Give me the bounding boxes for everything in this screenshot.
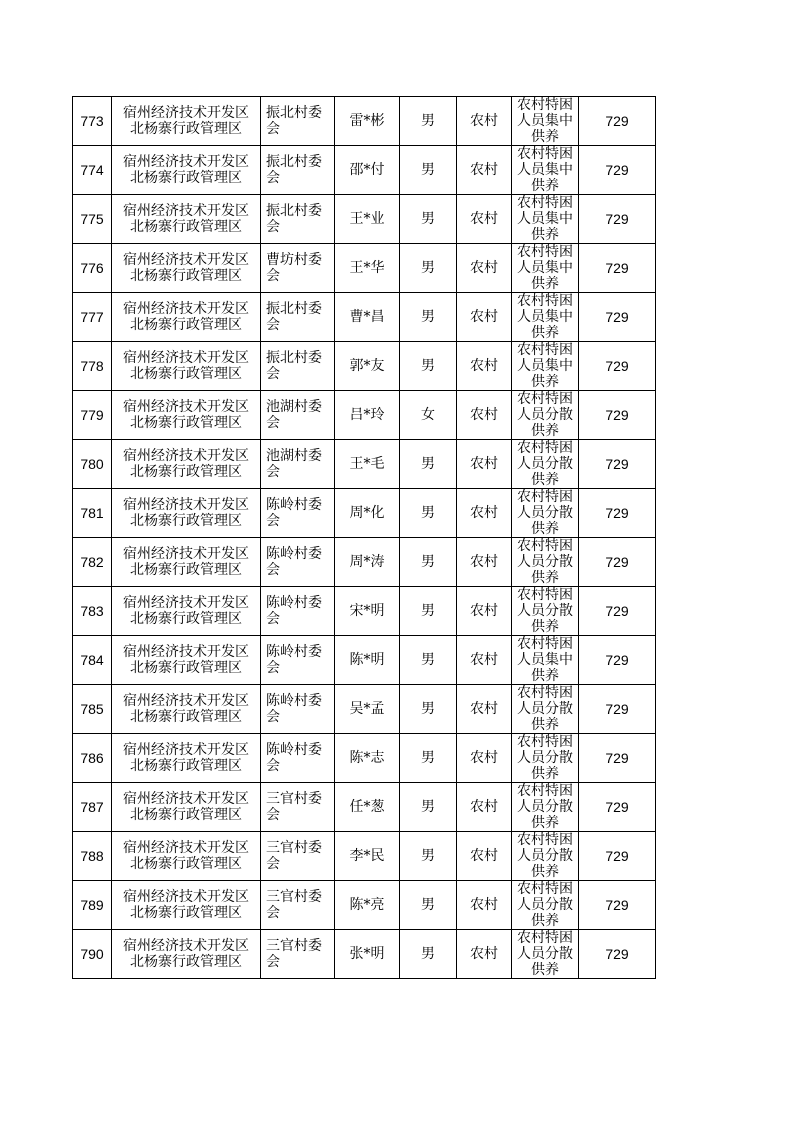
area-line-2: 北杨寨行政管理区: [130, 660, 242, 676]
category-cell: [512, 734, 579, 783]
residence-type-cell: 农村: [457, 489, 512, 538]
village-cell: [261, 685, 335, 734]
category-line-2: 人员分散: [517, 407, 573, 423]
village-cell: [261, 195, 335, 244]
category-cell: [512, 783, 579, 832]
category-line-3: 供养: [531, 325, 559, 341]
category-line-1: 农村特困: [517, 538, 573, 554]
table-row: [73, 489, 656, 538]
village-line-2: 会: [266, 415, 280, 431]
village-line-2: 会: [266, 366, 280, 382]
table-row: [73, 930, 656, 979]
category-line-1: 农村特困: [517, 342, 573, 358]
category-cell: [512, 97, 579, 146]
category-line-1: 农村特困: [517, 146, 573, 162]
name-cell: 雷*彬: [335, 97, 400, 146]
gender-cell: 男: [400, 489, 457, 538]
village-cell: [261, 342, 335, 391]
category-line-2: 人员集中: [517, 309, 573, 325]
village-line-2: 会: [266, 513, 280, 529]
area-line-2: 北杨寨行政管理区: [130, 464, 242, 480]
name-cell: 周*涛: [335, 538, 400, 587]
village-line-1: 陈岭村委: [266, 644, 322, 660]
village-cell: [261, 734, 335, 783]
village-cell: [261, 293, 335, 342]
category-line-2: 人员分散: [517, 897, 573, 913]
area-line-2: 北杨寨行政管理区: [130, 709, 242, 725]
village-cell: [261, 391, 335, 440]
category-cell: [512, 342, 579, 391]
row-number: 786: [73, 734, 112, 783]
category-line-1: 农村特困: [517, 832, 573, 848]
gender-cell: 男: [400, 146, 457, 195]
gender-cell: 女: [400, 391, 457, 440]
village-line-2: 会: [266, 121, 280, 137]
village-line-2: 会: [266, 905, 280, 921]
area-cell: [112, 734, 261, 783]
gender-cell: 男: [400, 195, 457, 244]
row-number: 782: [73, 538, 112, 587]
village-line-2: 会: [266, 562, 280, 578]
village-cell: [261, 587, 335, 636]
category-line-1: 农村特困: [517, 783, 573, 799]
row-number: 780: [73, 440, 112, 489]
gender-cell: 男: [400, 930, 457, 979]
residence-type-cell: 农村: [457, 636, 512, 685]
area-line-2: 北杨寨行政管理区: [130, 611, 242, 627]
area-cell: [112, 146, 261, 195]
village-line-2: 会: [266, 170, 280, 186]
village-cell: [261, 783, 335, 832]
village-cell: [261, 832, 335, 881]
village-line-1: 陈岭村委: [266, 693, 322, 709]
category-line-3: 供养: [531, 668, 559, 684]
village-line-1: 三官村委: [266, 791, 322, 807]
gender-cell: 男: [400, 293, 457, 342]
area-line-1: 宿州经济技术开发区: [123, 742, 249, 758]
village-cell: [261, 97, 335, 146]
row-number: 775: [73, 195, 112, 244]
amount-cell: 729: [579, 783, 656, 832]
area-line-1: 宿州经济技术开发区: [123, 644, 249, 660]
area-cell: [112, 783, 261, 832]
name-cell: 李*民: [335, 832, 400, 881]
category-line-1: 农村特困: [517, 97, 573, 113]
residence-type-cell: 农村: [457, 685, 512, 734]
category-line-1: 农村特困: [517, 489, 573, 505]
area-line-2: 北杨寨行政管理区: [130, 562, 242, 578]
gender-cell: 男: [400, 97, 457, 146]
gender-cell: 男: [400, 881, 457, 930]
row-number: 779: [73, 391, 112, 440]
area-line-2: 北杨寨行政管理区: [130, 954, 242, 970]
area-line-1: 宿州经济技术开发区: [123, 350, 249, 366]
category-line-3: 供养: [531, 276, 559, 292]
area-cell: [112, 97, 261, 146]
village-line-2: 会: [266, 954, 280, 970]
gender-cell: 男: [400, 832, 457, 881]
gender-cell: 男: [400, 342, 457, 391]
gender-cell: 男: [400, 734, 457, 783]
village-cell: [261, 930, 335, 979]
category-line-3: 供养: [531, 472, 559, 488]
gender-cell: 男: [400, 538, 457, 587]
name-cell: 陈*明: [335, 636, 400, 685]
area-line-1: 宿州经济技术开发区: [123, 252, 249, 268]
village-line-2: 会: [266, 660, 280, 676]
table-row: [73, 440, 656, 489]
village-line-1: 池湖村委: [266, 399, 322, 415]
name-cell: 王*毛: [335, 440, 400, 489]
area-cell: [112, 538, 261, 587]
roster-table: [72, 96, 656, 979]
residence-type-cell: 农村: [457, 930, 512, 979]
residence-type-cell: 农村: [457, 587, 512, 636]
amount-cell: 729: [579, 832, 656, 881]
category-line-3: 供养: [531, 619, 559, 635]
row-number: 787: [73, 783, 112, 832]
category-line-1: 农村特困: [517, 587, 573, 603]
category-line-2: 人员集中: [517, 652, 573, 668]
table-row: [73, 195, 656, 244]
category-cell: [512, 146, 579, 195]
area-cell: [112, 440, 261, 489]
amount-cell: 729: [579, 146, 656, 195]
village-line-1: 陈岭村委: [266, 497, 322, 513]
village-line-1: 振北村委: [266, 301, 322, 317]
amount-cell: 729: [579, 293, 656, 342]
village-line-1: 陈岭村委: [266, 595, 322, 611]
area-line-1: 宿州经济技术开发区: [123, 595, 249, 611]
category-line-1: 农村特困: [517, 734, 573, 750]
area-cell: [112, 832, 261, 881]
area-line-2: 北杨寨行政管理区: [130, 268, 242, 284]
area-line-2: 北杨寨行政管理区: [130, 366, 242, 382]
area-line-2: 北杨寨行政管理区: [130, 317, 242, 333]
residence-type-cell: 农村: [457, 440, 512, 489]
name-cell: 任*葱: [335, 783, 400, 832]
row-number: 790: [73, 930, 112, 979]
category-line-3: 供养: [531, 227, 559, 243]
area-line-1: 宿州经济技术开发区: [123, 497, 249, 513]
name-cell: 王*业: [335, 195, 400, 244]
category-line-2: 人员分散: [517, 701, 573, 717]
name-cell: 王*华: [335, 244, 400, 293]
area-cell: [112, 636, 261, 685]
area-line-1: 宿州经济技术开发区: [123, 105, 249, 121]
name-cell: 陈*亮: [335, 881, 400, 930]
category-line-2: 人员分散: [517, 603, 573, 619]
category-line-1: 农村特困: [517, 685, 573, 701]
category-line-2: 人员分散: [517, 505, 573, 521]
area-line-1: 宿州经济技术开发区: [123, 154, 249, 170]
area-line-1: 宿州经济技术开发区: [123, 938, 249, 954]
category-line-1: 农村特困: [517, 881, 573, 897]
category-line-3: 供养: [531, 815, 559, 831]
area-line-1: 宿州经济技术开发区: [123, 840, 249, 856]
row-number: 788: [73, 832, 112, 881]
category-cell: [512, 293, 579, 342]
residence-type-cell: 农村: [457, 195, 512, 244]
table-row: [73, 587, 656, 636]
area-cell: [112, 489, 261, 538]
village-line-1: 三官村委: [266, 938, 322, 954]
table-row: [73, 832, 656, 881]
category-line-2: 人员分散: [517, 456, 573, 472]
village-line-1: 陈岭村委: [266, 742, 322, 758]
category-line-2: 人员集中: [517, 358, 573, 374]
category-cell: [512, 832, 579, 881]
area-line-1: 宿州经济技术开发区: [123, 399, 249, 415]
row-number: 777: [73, 293, 112, 342]
category-line-1: 农村特困: [517, 195, 573, 211]
amount-cell: 729: [579, 342, 656, 391]
area-line-1: 宿州经济技术开发区: [123, 448, 249, 464]
amount-cell: 729: [579, 244, 656, 293]
name-cell: 曹*昌: [335, 293, 400, 342]
area-cell: [112, 930, 261, 979]
category-cell: [512, 881, 579, 930]
residence-type-cell: 农村: [457, 293, 512, 342]
village-cell: [261, 881, 335, 930]
area-cell: [112, 195, 261, 244]
category-line-3: 供养: [531, 129, 559, 145]
amount-cell: 729: [579, 734, 656, 783]
village-line-1: 曹坊村委: [266, 252, 322, 268]
amount-cell: 729: [579, 930, 656, 979]
area-line-2: 北杨寨行政管理区: [130, 513, 242, 529]
amount-cell: 729: [579, 440, 656, 489]
row-number: 784: [73, 636, 112, 685]
residence-type-cell: 农村: [457, 146, 512, 195]
category-cell: [512, 538, 579, 587]
name-cell: 周*化: [335, 489, 400, 538]
table-row: [73, 146, 656, 195]
amount-cell: 729: [579, 685, 656, 734]
residence-type-cell: 农村: [457, 783, 512, 832]
area-cell: [112, 293, 261, 342]
category-line-1: 农村特困: [517, 391, 573, 407]
table-row: [73, 636, 656, 685]
village-line-1: 振北村委: [266, 350, 322, 366]
residence-type-cell: 农村: [457, 342, 512, 391]
amount-cell: 729: [579, 636, 656, 685]
category-line-1: 农村特困: [517, 440, 573, 456]
area-line-2: 北杨寨行政管理区: [130, 905, 242, 921]
name-cell: 吕*玲: [335, 391, 400, 440]
category-line-2: 人员集中: [517, 162, 573, 178]
area-line-2: 北杨寨行政管理区: [130, 758, 242, 774]
village-cell: [261, 146, 335, 195]
area-line-1: 宿州经济技术开发区: [123, 546, 249, 562]
table-row: [73, 97, 656, 146]
category-cell: [512, 930, 579, 979]
amount-cell: 729: [579, 489, 656, 538]
village-cell: [261, 244, 335, 293]
category-cell: [512, 685, 579, 734]
village-cell: [261, 489, 335, 538]
name-cell: 郭*友: [335, 342, 400, 391]
gender-cell: 男: [400, 636, 457, 685]
residence-type-cell: 农村: [457, 832, 512, 881]
row-number: 778: [73, 342, 112, 391]
village-line-2: 会: [266, 219, 280, 235]
village-line-1: 振北村委: [266, 105, 322, 121]
name-cell: 吴*孟: [335, 685, 400, 734]
row-number: 781: [73, 489, 112, 538]
category-line-3: 供养: [531, 178, 559, 194]
row-number: 776: [73, 244, 112, 293]
category-cell: [512, 244, 579, 293]
table-row: [73, 881, 656, 930]
table-row: [73, 293, 656, 342]
village-line-2: 会: [266, 758, 280, 774]
village-cell: [261, 440, 335, 489]
area-line-1: 宿州经济技术开发区: [123, 889, 249, 905]
row-number: 774: [73, 146, 112, 195]
category-line-3: 供养: [531, 570, 559, 586]
category-line-1: 农村特困: [517, 930, 573, 946]
village-line-1: 三官村委: [266, 840, 322, 856]
village-cell: [261, 636, 335, 685]
category-line-3: 供养: [531, 962, 559, 978]
row-number: 773: [73, 97, 112, 146]
category-line-2: 人员集中: [517, 211, 573, 227]
area-cell: [112, 391, 261, 440]
category-line-2: 人员分散: [517, 750, 573, 766]
table-row: [73, 538, 656, 587]
category-line-1: 农村特困: [517, 293, 573, 309]
area-cell: [112, 685, 261, 734]
residence-type-cell: 农村: [457, 244, 512, 293]
gender-cell: 男: [400, 685, 457, 734]
area-line-1: 宿州经济技术开发区: [123, 203, 249, 219]
amount-cell: 729: [579, 391, 656, 440]
area-line-2: 北杨寨行政管理区: [130, 807, 242, 823]
category-line-2: 人员分散: [517, 848, 573, 864]
area-cell: [112, 342, 261, 391]
area-line-1: 宿州经济技术开发区: [123, 301, 249, 317]
roster-body: [73, 97, 656, 979]
category-line-3: 供养: [531, 423, 559, 439]
village-line-2: 会: [266, 856, 280, 872]
category-cell: [512, 440, 579, 489]
village-line-1: 池湖村委: [266, 448, 322, 464]
residence-type-cell: 农村: [457, 881, 512, 930]
category-line-2: 人员集中: [517, 260, 573, 276]
village-line-1: 三官村委: [266, 889, 322, 905]
category-line-3: 供养: [531, 521, 559, 537]
residence-type-cell: 农村: [457, 97, 512, 146]
category-cell: [512, 587, 579, 636]
area-cell: [112, 244, 261, 293]
area-line-2: 北杨寨行政管理区: [130, 219, 242, 235]
area-line-2: 北杨寨行政管理区: [130, 856, 242, 872]
row-number: 785: [73, 685, 112, 734]
village-cell: [261, 538, 335, 587]
category-cell: [512, 636, 579, 685]
village-line-2: 会: [266, 268, 280, 284]
category-line-3: 供养: [531, 374, 559, 390]
category-line-3: 供养: [531, 766, 559, 782]
gender-cell: 男: [400, 783, 457, 832]
category-cell: [512, 391, 579, 440]
name-cell: 邵*付: [335, 146, 400, 195]
category-line-1: 农村特困: [517, 636, 573, 652]
table-row: [73, 244, 656, 293]
row-number: 783: [73, 587, 112, 636]
gender-cell: 男: [400, 587, 457, 636]
category-line-3: 供养: [531, 913, 559, 929]
category-cell: [512, 195, 579, 244]
category-line-2: 人员分散: [517, 946, 573, 962]
amount-cell: 729: [579, 538, 656, 587]
category-line-2: 人员集中: [517, 113, 573, 129]
residence-type-cell: 农村: [457, 734, 512, 783]
category-line-2: 人员分散: [517, 799, 573, 815]
village-line-2: 会: [266, 317, 280, 333]
name-cell: 张*明: [335, 930, 400, 979]
table-row: [73, 342, 656, 391]
category-line-2: 人员分散: [517, 554, 573, 570]
village-line-1: 振北村委: [266, 203, 322, 219]
category-cell: [512, 489, 579, 538]
table-row: [73, 734, 656, 783]
category-line-3: 供养: [531, 864, 559, 880]
village-line-2: 会: [266, 464, 280, 480]
table-row: [73, 685, 656, 734]
village-line-1: 陈岭村委: [266, 546, 322, 562]
area-cell: [112, 881, 261, 930]
area-line-2: 北杨寨行政管理区: [130, 121, 242, 137]
name-cell: 宋*明: [335, 587, 400, 636]
category-line-1: 农村特困: [517, 244, 573, 260]
area-line-1: 宿州经济技术开发区: [123, 693, 249, 709]
residence-type-cell: 农村: [457, 538, 512, 587]
amount-cell: 729: [579, 97, 656, 146]
category-line-3: 供养: [531, 717, 559, 733]
village-line-1: 振北村委: [266, 154, 322, 170]
gender-cell: 男: [400, 244, 457, 293]
row-number: 789: [73, 881, 112, 930]
gender-cell: 男: [400, 440, 457, 489]
village-line-2: 会: [266, 807, 280, 823]
village-line-2: 会: [266, 709, 280, 725]
village-line-2: 会: [266, 611, 280, 627]
table-row: [73, 391, 656, 440]
table-row: [73, 783, 656, 832]
residence-type-cell: 农村: [457, 391, 512, 440]
area-cell: [112, 587, 261, 636]
area-line-2: 北杨寨行政管理区: [130, 415, 242, 431]
name-cell: 陈*志: [335, 734, 400, 783]
amount-cell: 729: [579, 587, 656, 636]
area-line-2: 北杨寨行政管理区: [130, 170, 242, 186]
amount-cell: 729: [579, 195, 656, 244]
amount-cell: 729: [579, 881, 656, 930]
area-line-1: 宿州经济技术开发区: [123, 791, 249, 807]
